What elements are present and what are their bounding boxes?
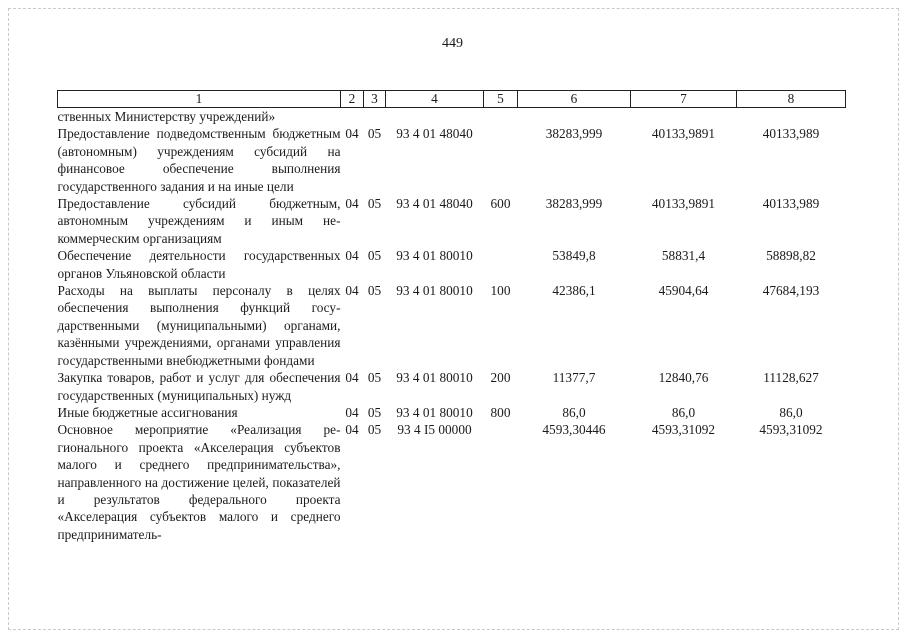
amount-col8-cell: 11128,627	[763, 370, 819, 386]
amount-col6-cell: 11377,7	[552, 370, 596, 386]
expense-type-cell: 100	[490, 283, 511, 299]
amount-col7-cell: 86,0	[671, 404, 696, 420]
header-col-1: 1	[58, 91, 341, 108]
subsection-code-cell: 05	[367, 370, 382, 386]
amount-col8-cell	[737, 108, 846, 126]
amount-col8-cell: 4593,31092	[759, 422, 823, 438]
section-code-cell: 04	[345, 126, 359, 142]
row-name-cell: Основное мероприятие «Реализация регионального проекта «Акселерация субъектов малого и среднего предпринимательства», направленного на достижение целей, показателей и результатов федерального проекта «Акселерация субъектов малого и среднего предприниматель-	[57, 422, 341, 542]
section-code-cell: 04	[345, 370, 359, 386]
table-row	[58, 108, 846, 126]
target-article-cell: 93 4 01 48040	[396, 126, 473, 142]
row-name-cell: Предоставление подведомственным бюджетным (автономным) учреждениям субсидий на финансовое обеспечение выполнения государственного задания и на иные цели	[57, 126, 341, 194]
amount-col7-cell: 4593,31092	[651, 422, 716, 438]
amount-col7-cell: 12840,76	[658, 370, 709, 386]
header-col-4: 4	[386, 91, 484, 108]
amount-col6-cell: 42386,1	[552, 283, 596, 299]
expense-type-cell	[484, 247, 518, 282]
section-code-cell: 04	[345, 422, 359, 438]
subsection-code-cell: 05	[367, 248, 382, 264]
amount-col6-cell: 4593,30446	[542, 422, 606, 438]
header-col-8: 8	[737, 91, 846, 108]
target-article-cell: 93 4 01 48040	[396, 196, 473, 212]
amount-col6-cell: 86,0	[562, 404, 586, 420]
amount-col7-cell	[631, 108, 737, 126]
page-number: 449	[442, 36, 463, 51]
target-article-cell	[386, 108, 484, 126]
amount-col7-cell: 45904,64	[658, 283, 709, 299]
subsection-code-cell: 05	[367, 196, 382, 212]
target-article-cell: 93 4 01 80010	[396, 283, 473, 299]
amount-col7-cell: 40133,9891	[651, 196, 716, 212]
expense-type-cell: 200	[490, 370, 511, 386]
table-row	[58, 369, 846, 404]
amount-col7-cell: 40133,9891	[651, 126, 716, 142]
amount-col8-cell: 40133,989	[762, 196, 820, 212]
expense-type-cell	[484, 108, 518, 126]
row-name-cell: ственных Министерству учреждений»	[57, 109, 276, 124]
budget-table	[57, 90, 846, 543]
amount-col8-cell: 86,0	[779, 404, 803, 420]
amount-col6-cell: 53849,8	[552, 248, 596, 264]
amount-col8-cell: 40133,989	[762, 126, 820, 142]
header-col-3: 3	[364, 91, 386, 108]
header-col-2: 2	[341, 91, 364, 108]
amount-col8-cell: 58898,82	[766, 248, 816, 264]
row-name-cell: Предоставление субсидий бюджетным, автономным учреждениям и иным некоммерческим организациям	[57, 196, 341, 246]
row-name-cell: Закупка товаров, работ и услуг для обеспечения государственных (муниципальных) нужд	[57, 370, 341, 403]
subsection-code-cell: 05	[367, 404, 382, 420]
expense-type-cell: 800	[490, 404, 511, 420]
subsection-code-cell: 05	[367, 283, 382, 299]
section-code-cell: 04	[345, 404, 359, 420]
table-row	[58, 125, 846, 195]
target-article-cell: 93 4 I5 00000	[397, 422, 472, 438]
subsection-code-cell	[364, 108, 386, 126]
amount-col6-cell: 38283,999	[545, 196, 603, 212]
table-row	[58, 247, 846, 282]
section-code-cell: 04	[345, 196, 359, 212]
target-article-cell: 93 4 01 80010	[396, 248, 473, 264]
expense-type-cell: 600	[490, 196, 511, 212]
table-body	[58, 108, 846, 544]
expense-type-cell	[484, 421, 518, 543]
table-header	[58, 91, 846, 108]
amount-col8-cell: 47684,193	[762, 283, 820, 299]
section-code-cell	[341, 108, 364, 126]
amount-col6-cell	[518, 108, 631, 126]
section-code-cell: 04	[345, 248, 359, 264]
header-col-5: 5	[484, 91, 518, 108]
header-row	[58, 91, 846, 108]
target-article-cell: 93 4 01 80010	[396, 404, 473, 420]
table-row	[58, 195, 846, 247]
amount-col6-cell: 38283,999	[545, 126, 603, 142]
section-code-cell: 04	[345, 283, 359, 299]
table-row	[58, 404, 846, 421]
table-row	[58, 421, 846, 543]
amount-col7-cell: 58831,4	[661, 248, 706, 264]
table-row	[58, 282, 846, 369]
expense-type-cell	[484, 125, 518, 195]
header-col-6: 6	[518, 91, 631, 108]
header-col-7: 7	[631, 91, 737, 108]
row-name-cell: Расходы на выплаты персоналу в целях обеспечения выполнения функций государственными (муниципальными) органами, казёнными учреждениями, органами управления государственными внебюджетными фондами	[57, 283, 341, 368]
subsection-code-cell: 05	[367, 422, 382, 438]
target-article-cell: 93 4 01 80010	[396, 370, 473, 386]
row-name-cell: Обеспечение деятельности государственных органов Ульяновской области	[57, 248, 341, 281]
subsection-code-cell: 05	[367, 126, 382, 142]
row-name-cell: Иные бюджетные ассигнования	[57, 404, 238, 420]
